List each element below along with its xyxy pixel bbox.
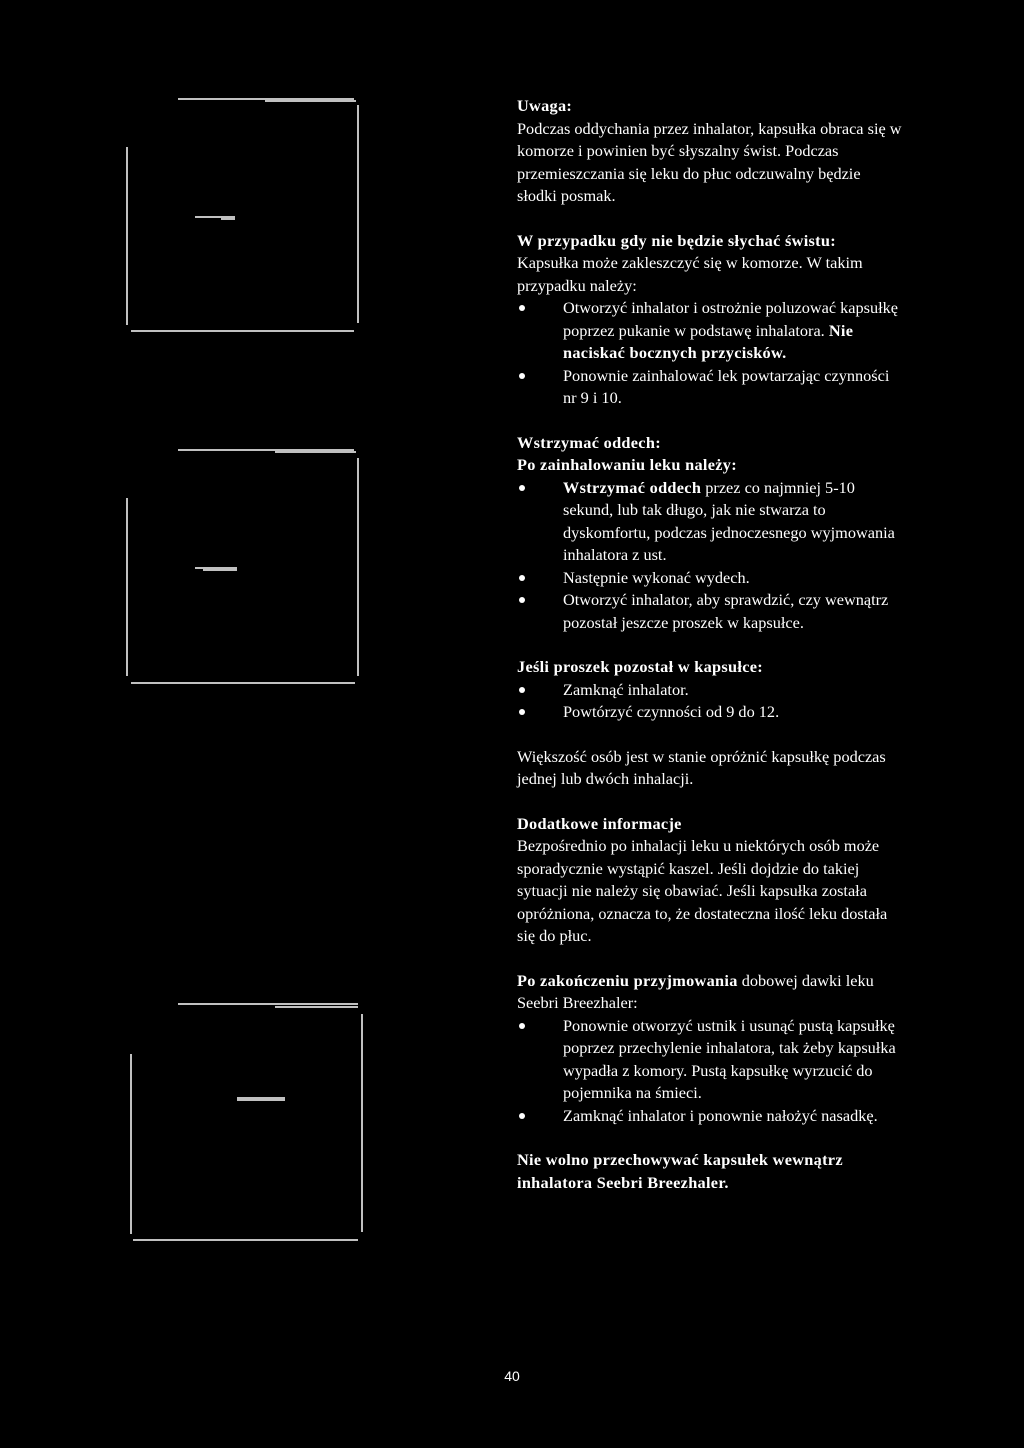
no-whistle-heading: W przypadku gdy nie będzie słychać świstu: — [517, 230, 836, 250]
note-text: Podczas oddychania przez inhalator, kapsułka obraca się w komorze i powinien być słyszalny świst. Podczas przemieszczania się leku do płuc odczuwalny będzie słodki posmak. — [517, 118, 902, 205]
illustration-frame-2 — [125, 446, 365, 691]
section-hold-breath — [517, 432, 902, 635]
most-people-text: Większość osób jest w stanie opróżnić kapsułkę podczas jednej lub dwóch inhalacji. — [517, 746, 886, 788]
list-item: Zamknąć inhalator i ponownie nałożyć nasadkę. — [517, 1105, 902, 1128]
list-item: Następnie wykonać wydech. — [517, 567, 902, 590]
section-note — [517, 95, 902, 208]
additional-info-text: Bezpośrednio po inhalacji leku u niektórych osób może sporadycznie wystąpić kaszel. Jeśli dojdzie do takiej sytuacji nie należy się obawiać. Jeśli kapsułka została opróżniona, oznacza to, że dostateczna ilość leku dostała się do płuc. — [517, 836, 888, 945]
page-number: 40 — [504, 1368, 520, 1384]
powder-remains-heading: Jeśli proszek pozostał w kapsułce: — [517, 657, 763, 676]
no-press-warning: Nie naciskać bocznych przycisków. — [563, 320, 854, 362]
section-no-whistle — [517, 230, 902, 410]
powder-remains-list — [517, 679, 902, 724]
no-whistle-text: Kapsułka może zakleszczyć się w komorze. W takim przypadku należy: — [517, 253, 863, 295]
list-item: Zamknąć inhalator. — [517, 679, 902, 702]
after-dose-lead: Po zakończeniu przyjmowania dobowej dawki leku Seebri Breezhaler: — [517, 970, 874, 1012]
section-after-dose — [517, 970, 902, 1128]
additional-info-heading: Dodatkowe informacje — [517, 813, 682, 833]
hold-breath-heading: Wstrzymać oddech: — [517, 432, 661, 452]
illustration-frame-3 — [125, 1000, 370, 1250]
storage-warning: Nie wolno przechowywać kapsułek wewnątrz inhalatora Seebri Breezhaler. — [517, 1150, 843, 1192]
list-item: Otworzyć inhalator, aby sprawdzić, czy wewnątrz pozostał jeszcze proszek w kapsułce. — [517, 589, 902, 634]
list-item: Wstrzymać oddech przez co najmniej 5-10 sekund, lub tak długo, jak nie stwarza to dyskomfortu, podczas jednoczesnego wyjmowania inhalatora z ust. — [517, 477, 902, 567]
no-whistle-list — [517, 297, 902, 410]
instructions-column — [517, 95, 902, 1216]
illustration-frame-1 — [125, 95, 365, 340]
section-powder-remains — [517, 656, 902, 724]
note-heading: Uwaga: — [517, 96, 573, 115]
hold-breath-list — [517, 477, 902, 635]
list-item: Ponownie zainhalować lek powtarzając czynności nr 9 i 10. — [517, 365, 902, 410]
section-additional-info — [517, 813, 902, 948]
list-item: Ponownie otworzyć ustnik i usunąć pustą kapsułkę poprzez przechylenie inhalatora, tak żeby kapsułka wypadła z komory. Pustą kapsułkę wyrzucić do pojemnika na śmieci. — [517, 1015, 902, 1105]
section-storage-warning — [517, 1149, 902, 1194]
after-dose-list — [517, 1015, 902, 1128]
list-item: Otworzyć inhalator i ostrożnie poluzować kapsułkę poprzez pukanie w podstawę inhalatora. Nie naciskać bocznych przycisków. — [517, 297, 902, 365]
section-most-people — [517, 746, 902, 791]
after-inhale-heading: Po zainhalowaniu leku należy: — [517, 455, 737, 474]
list-item: Powtórzyć czynności od 9 do 12. — [517, 701, 902, 724]
